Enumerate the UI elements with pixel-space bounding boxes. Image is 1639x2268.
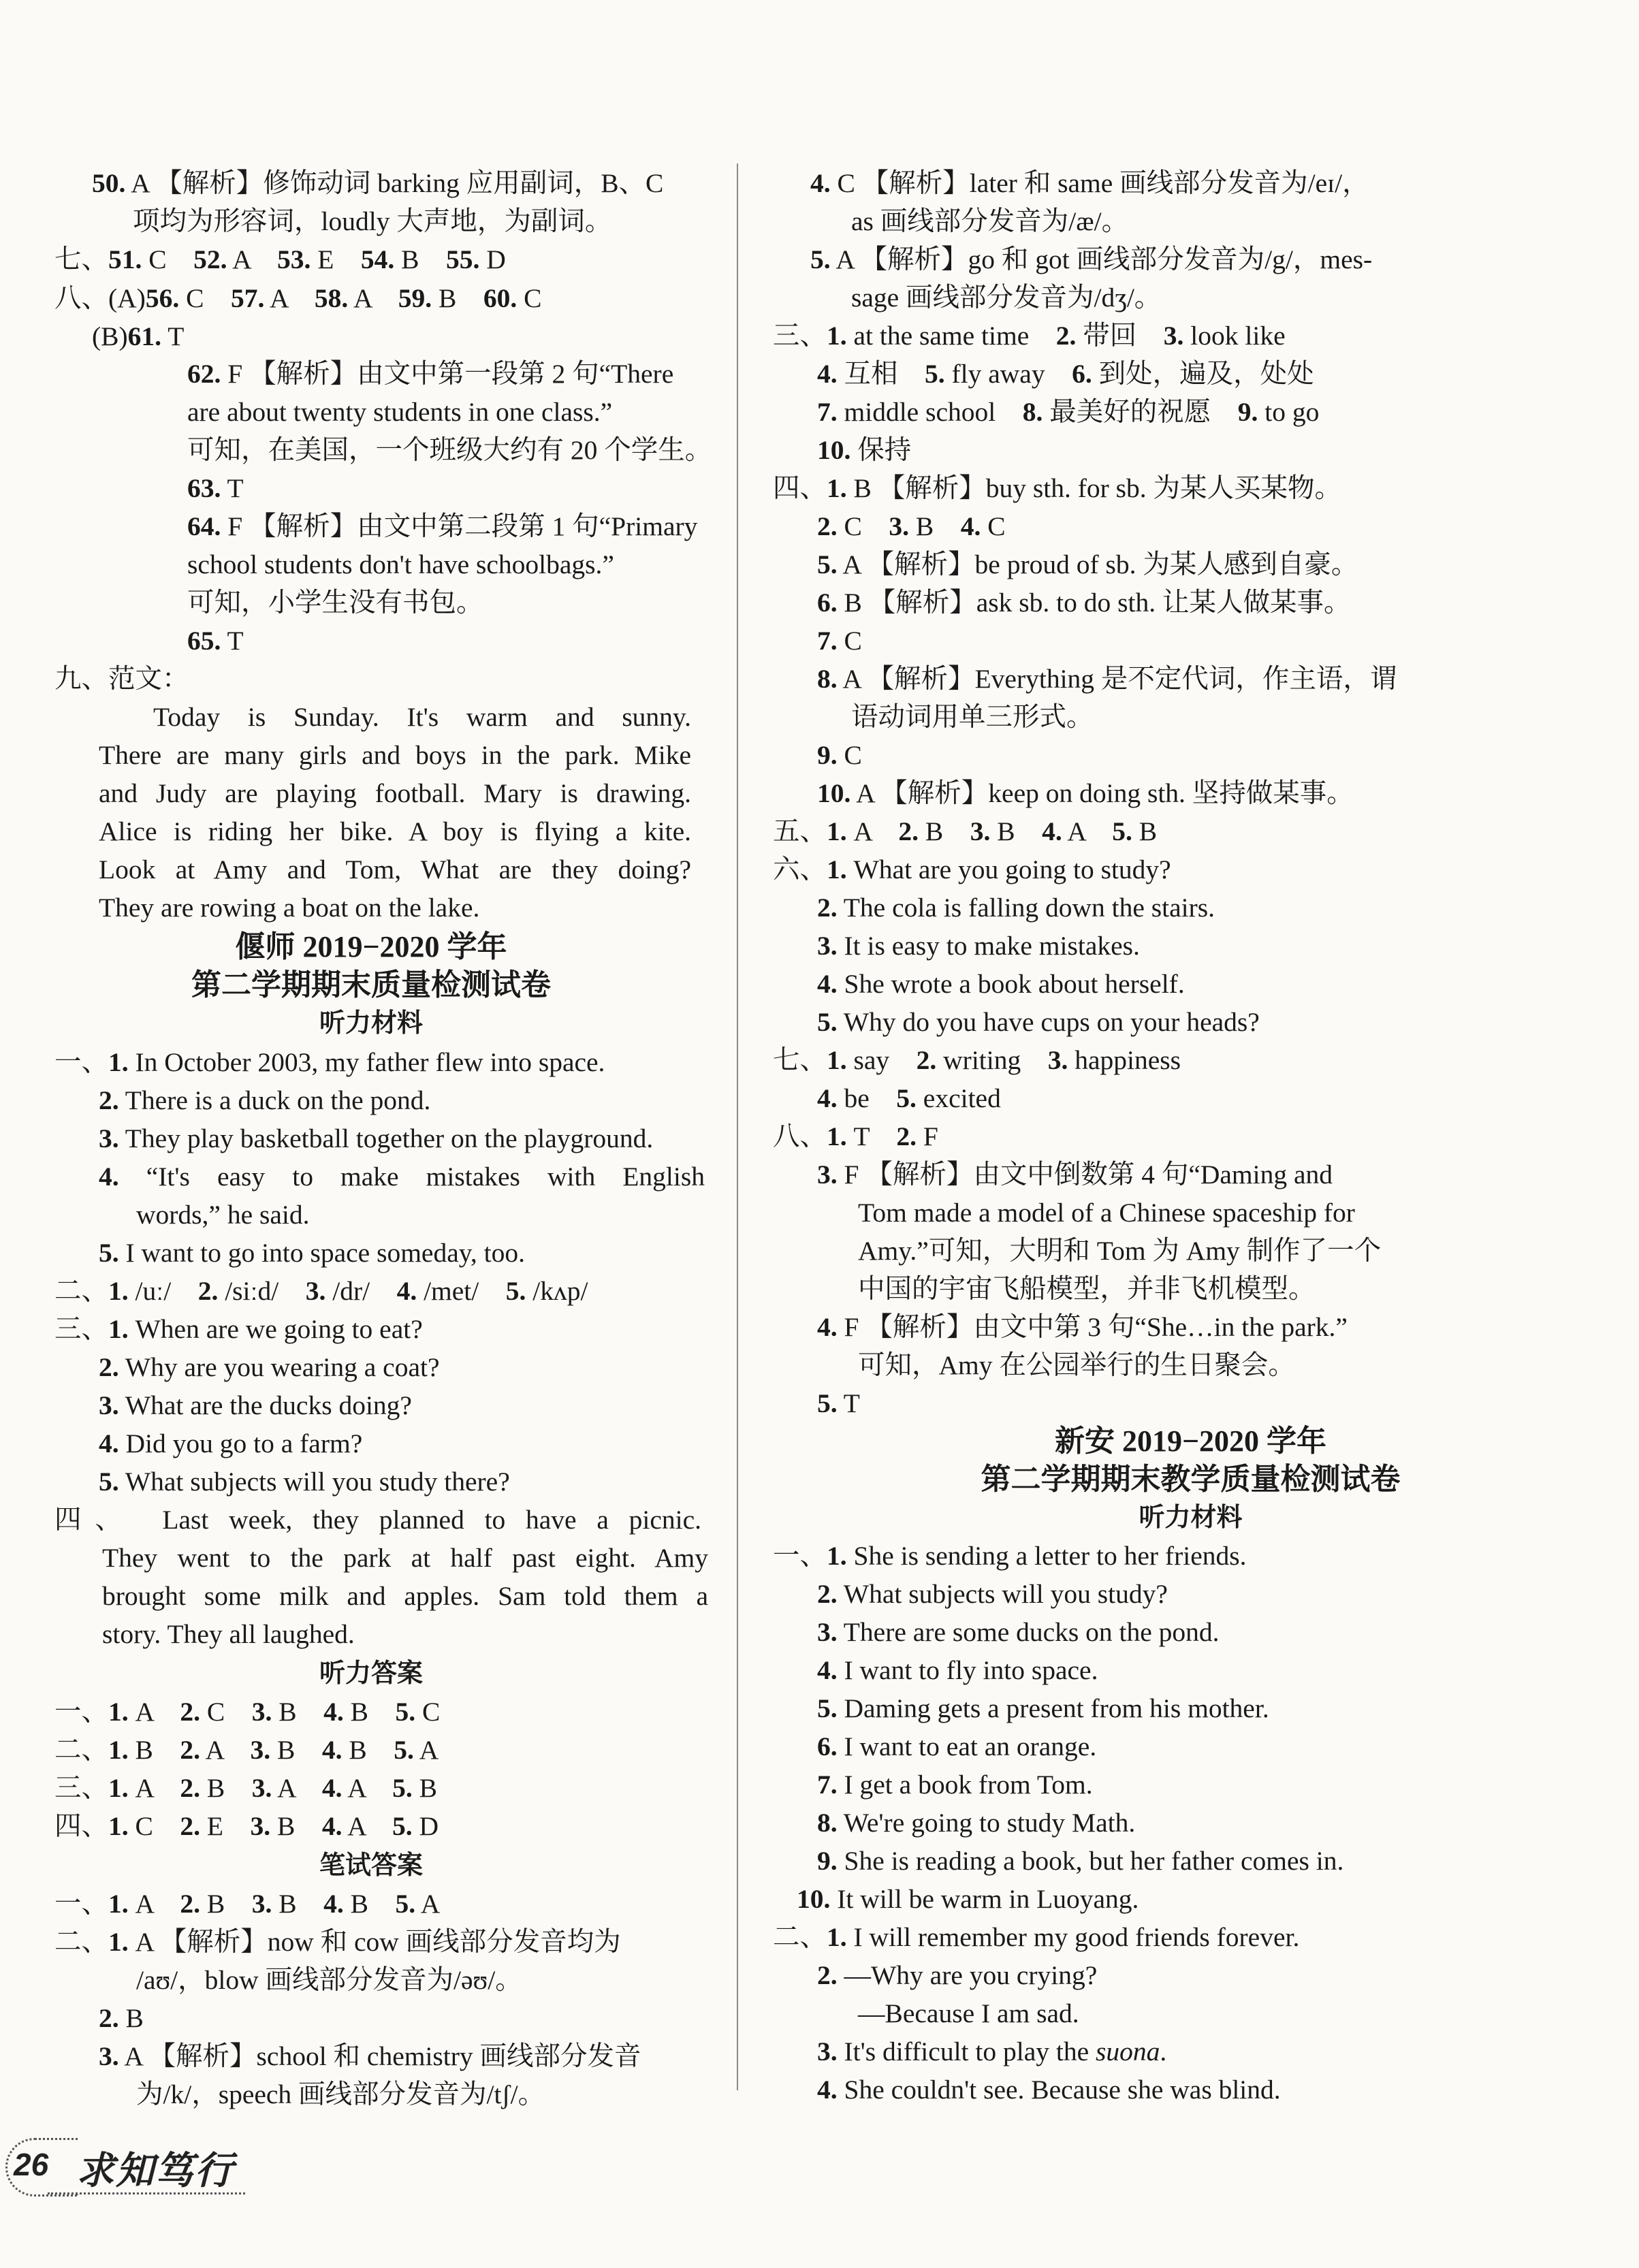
left-line-19: Look at Amy and Tom, What are they doing? (99, 855, 691, 884)
right-line-21: 3. It is easy to make mistakes. (817, 931, 1140, 961)
right-line-18: 五、1. A 2. B 3. B 4. A 5. B (773, 816, 1158, 846)
left-line-29: 5. I want to go into space someday, too. (99, 1238, 526, 1268)
right-line-39: 3. There are some ducks on the pond. (817, 1617, 1220, 1647)
right-line-49: —Because I am sad. (858, 1998, 1079, 2028)
right-line-51: 4. She couldn't see. Because she was blind. (817, 2075, 1281, 2105)
right-line-26: 八、1. T 2. F (773, 1121, 938, 1151)
left-line-34: 4. Did you go to a farm? (99, 1428, 363, 1458)
footer-dotted-line (48, 2192, 245, 2194)
right-line-13: 7. C (817, 626, 862, 656)
right-line-32: 可知，Amy 在公园举行的生日聚会。 (858, 1350, 1295, 1380)
right-line-44: 8. We're going to study Math. (817, 1808, 1136, 1838)
left-line-3: 七、51. C 52. A 53. E 54. B 55. D (54, 244, 506, 274)
right-line-2: as 画线部分发音为/æ/。 (851, 206, 1129, 236)
right-line-25: 4. be 5. excited (817, 1083, 1001, 1113)
left-line-8: 可知，在美国，一个班级大约有 20 个学生。 (187, 435, 712, 465)
right-line-10: 2. C 3. B 4. C (817, 511, 1006, 541)
right-line-9: 四、1. B 【解析】buy sth. for sb. 为某人买某物。 (773, 473, 1341, 503)
left-line-11: school students don't have schoolbags.” (187, 549, 614, 579)
right-line-33: 5. T (817, 1388, 860, 1418)
page-footer (0, 2131, 313, 2206)
right-line-1: 4. C 【解析】later 和 same 画线部分发音为/eɪ/， (810, 168, 1369, 198)
right-line-7: 7. middle school 8. 最美好的祝愿 9. to go (817, 397, 1320, 427)
left-heading-22: 第二学期期末质量检测试卷 (191, 968, 551, 1002)
left-line-42: 二、1. B 2. A 3. B 4. B 5. A (54, 1735, 439, 1765)
left-line-37: They went to the park at half past eight. Amy (102, 1543, 708, 1573)
left-line-7: are about twenty students in one class.” (187, 397, 613, 427)
left-line-32: 2. Why are you wearing a coat? (99, 1352, 440, 1382)
right-line-11: 5. A 【解析】be proud of sb. 为某人感到自豪。 (817, 549, 1358, 579)
left-line-10: 64. F 【解析】由文中第二段第 1 句“Primary (187, 511, 698, 541)
right-column (742, 0, 1639, 2268)
left-line-4: 八、(A)56. C 57. A 58. A 59. B 60. C (54, 283, 542, 313)
right-line-45: 9. She is reading a book, but her father comes in. (817, 1846, 1344, 1876)
right-line-40: 4. I want to fly into space. (817, 1655, 1098, 1685)
right-line-48: 2. —Why are you crying? (817, 1960, 1098, 1990)
left-heading-21: 偃师 2019−2020 学年 (235, 930, 507, 963)
left-line-9: 63. T (187, 473, 244, 503)
left-line-30: 二、1. /uː/ 2. /siːd/ 3. /dr/ 4. /met/ 5. /kʌp/ (54, 1276, 588, 1306)
right-line-27: 3. F 【解析】由文中倒数第 4 句“Daming and (817, 1160, 1333, 1189)
right-line-6: 4. 互相 5. fly away 6. 到处，遍及，处处 (817, 359, 1314, 389)
left-line-20: They are rowing a boat on the lake. (99, 893, 480, 923)
page-number: 26 (14, 2147, 49, 2182)
right-line-47: 二、1. I will remember my good friends forever. (773, 1922, 1300, 1952)
right-line-5: 三、1. at the same time 2. 带回 3. look like (773, 321, 1286, 351)
right-line-14: 8. A 【解析】Everything 是不定代词，作主语，谓 (817, 664, 1397, 694)
left-line-24: 一、1. In October 2003, my father flew into space. (54, 1047, 605, 1077)
right-line-23: 5. Why do you have cups on your heads? (817, 1007, 1260, 1037)
left-heading-40: 听力答案 (319, 1659, 423, 1688)
left-line-49: 2. B (99, 2003, 144, 2033)
left-line-12: 可知，小学生没有书包。 (187, 588, 483, 618)
left-line-16: There are many girls and boys in the park. Mike (99, 740, 691, 770)
right-line-19: 六、1. What are you going to study? (773, 855, 1171, 884)
right-heading-34: 新安 2019−2020 学年 (1054, 1424, 1327, 1458)
right-line-28: Tom made a model of a Chinese spaceship for (858, 1198, 1355, 1228)
right-line-42: 6. I want to eat an orange. (817, 1731, 1097, 1761)
right-line-3: 5. A 【解析】go 和 got 画线部分发音为/g/，mes- (810, 244, 1373, 274)
left-line-13: 65. T (187, 626, 244, 656)
right-line-15: 语动词用单三形式。 (851, 702, 1094, 732)
right-line-8: 10. 保持 (817, 435, 912, 465)
left-line-41: 一、1. A 2. C 3. B 4. B 5. C (54, 1697, 441, 1727)
right-heading-35: 第二学期期末教学质量检测试卷 (981, 1463, 1401, 1496)
left-line-38: brought some milk and apples. Sam told them a (102, 1581, 708, 1611)
right-line-46: 10. It will be warm in Luoyang. (797, 1884, 1139, 1914)
left-line-2: 项均为形容词，loudly 大声地，为副词。 (133, 206, 612, 236)
left-line-28: words,” he said. (136, 1200, 310, 1230)
right-line-37: 一、1. She is sending a letter to her friends. (773, 1541, 1247, 1571)
left-line-6: 62. F 【解析】由文中第一段第 2 句“There (187, 359, 674, 389)
left-line-46: 一、1. A 2. B 3. B 4. B 5. A (54, 1889, 441, 1919)
right-line-50: 3. It's difficult to play the suona. (817, 2037, 1167, 2066)
right-line-12: 6. B 【解析】ask sb. to do sth. 让某人做某事。 (817, 588, 1351, 618)
right-line-22: 4. She wrote a book about herself. (817, 969, 1185, 999)
right-line-4: sage 画线部分发音为/dʒ/。 (851, 283, 1162, 313)
right-line-38: 2. What subjects will you study? (817, 1579, 1168, 1609)
right-heading-36: 听力材料 (1139, 1503, 1243, 1532)
left-line-5: (B)61. T (92, 321, 185, 351)
right-line-24: 七、1. say 2. writing 3. happiness (773, 1045, 1181, 1075)
right-line-20: 2. The cola is falling down the stairs. (817, 893, 1215, 923)
left-line-1: 50. A 【解析】修饰动词 barking 应用副词，B、C (92, 168, 664, 198)
left-line-17: and Judy are playing football. Mary is drawing. (99, 778, 691, 808)
left-column (0, 0, 742, 2268)
left-heading-45: 笔试答案 (319, 1851, 423, 1880)
left-line-18: Alice is riding her bike. A boy is flying a kite. (99, 816, 691, 846)
left-line-51: 为/k/，speech 画线部分发音为/tʃ/。 (136, 2079, 545, 2109)
left-line-33: 3. What are the ducks doing? (99, 1390, 412, 1420)
left-line-25: 2. There is a duck on the pond. (99, 1085, 431, 1115)
brand-logo: 求知笃行 (76, 2148, 234, 2193)
right-line-41: 5. Daming gets a present from his mother. (817, 1693, 1269, 1723)
left-line-27: 4. “It's easy to make mistakes with English (99, 1162, 705, 1192)
right-line-31: 4. F 【解析】由文中第 3 句“She…in the park.” (817, 1312, 1348, 1342)
right-line-17: 10. A 【解析】keep on doing sth. 坚持做某事。 (817, 778, 1354, 808)
left-line-50: 3. A 【解析】school 和 chemistry 画线部分发音 (99, 2041, 641, 2071)
right-line-16: 9. C (817, 740, 862, 770)
left-line-48: /aʊ/，blow 画线部分发音为/əʊ/。 (136, 1965, 522, 1995)
left-line-31: 三、1. When are we going to eat? (54, 1314, 423, 1344)
left-line-39: story. They all laughed. (102, 1619, 355, 1649)
left-line-36: 四、 Last week, they planned to have a picnic. (54, 1505, 701, 1535)
left-line-15: Today is Sunday. It's warm and sunny. (153, 702, 691, 732)
right-line-29: Amy.”可知，大明和 Tom 为 Amy 制作了一个 (858, 1236, 1382, 1266)
column-divider (737, 163, 738, 2090)
left-line-26: 3. They play basketball together on the playground. (99, 1123, 654, 1153)
left-line-35: 5. What subjects will you study there? (99, 1467, 510, 1497)
left-line-44: 四、1. C 2. E 3. B 4. A 5. D (54, 1811, 439, 1841)
left-heading-23: 听力材料 (319, 1009, 423, 1038)
left-line-47: 二、1. A 【解析】now 和 cow 画线部分发音均为 (54, 1927, 621, 1957)
left-line-43: 三、1. A 2. B 3. A 4. A 5. B (54, 1773, 437, 1803)
right-line-30: 中国的宇宙飞船模型，并非飞机模型。 (858, 1274, 1316, 1304)
right-line-43: 7. I get a book from Tom. (817, 1770, 1093, 1800)
left-line-14: 九、范文： (54, 664, 189, 694)
